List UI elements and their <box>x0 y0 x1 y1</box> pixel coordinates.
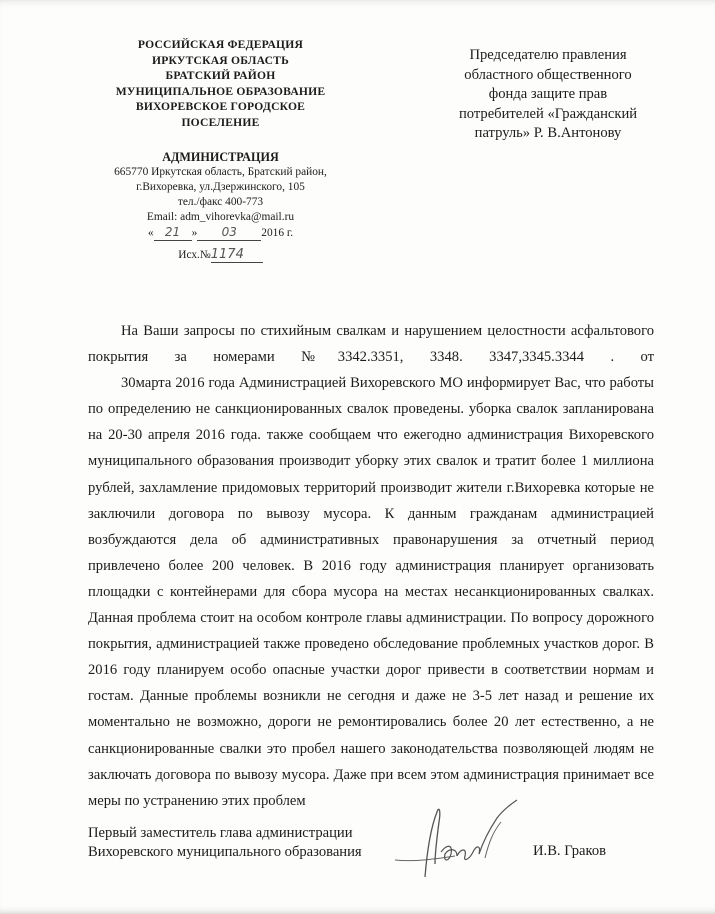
addressee-line: патруль» Р. В.Антонову <box>474 125 622 141</box>
signatory-position-line: Первый заместитель глава администрации <box>88 825 353 841</box>
address-line: г.Вихоревка, ул.Дзержинского, 105 <box>136 180 305 193</box>
body-paragraph: На Ваши запросы по стихийным свалкам и нарушением целостности асфальтового покрытия за номерами №3342.3351, 3348. 3347,3345.3344 . от <box>88 323 654 366</box>
admin-title: АДМИНИСТРАЦИЯ <box>162 149 279 164</box>
outgoing-ref-field <box>211 249 263 263</box>
sender-org-line: МУНИЦИПАЛЬНОЕ ОБРАЗОВАНИЕ <box>115 84 326 98</box>
addressee-block <box>437 46 659 144</box>
date-close-quote: » <box>191 227 198 240</box>
email-line: Email: adm_vihorevka@mail.ru <box>146 211 295 224</box>
addressee-line: Председателю правления <box>469 47 627 63</box>
signatory-position-line: Вихоревского муниципального образования <box>88 844 362 860</box>
sender-org-line: ВИХОРЕВСКОЕ ГОРОДСКОЕ <box>135 100 306 114</box>
date-day-field <box>154 227 192 241</box>
addressee-line: фонда защите прав <box>488 86 608 102</box>
handwritten-signature <box>385 782 525 892</box>
sender-org-line: ПОСЕЛЕНИЕ <box>181 115 260 129</box>
signatory-position <box>88 824 362 862</box>
sender-header <box>88 37 353 263</box>
sender-org-line: БРАТСКИЙ РАЙОН <box>165 69 276 83</box>
date-year: 2016 г. <box>261 227 294 240</box>
outgoing-ref-label: Исх.№ <box>178 249 211 262</box>
addressee-line: областного общественного <box>464 66 632 83</box>
sender-org-line: РОССИЙСКАЯ ФЕДЕРАЦИЯ <box>137 38 304 51</box>
outgoing-ref-line <box>88 249 353 263</box>
body-paragraph: 30марта 2016 года Администрацией Вихоревского МО информирует Вас, что работы по определению не санкционированных свалок проведены. уборка свалок запланирована на 20-30 апреля 2016 года. также сообщаем что ежегодно администрация Вихоревского муниципального образования производит уборку этих свалок и тратит более 1 миллиона рублей, захламление придомовых территорий производит жители г.Вихоревка которые не заключили договора по вывозу мусора. К данным гражданам администрацией возбуждаются дела об административных правонарушения за отчетный период привлечено более 200 человек. В 2016 году администрация планирует организовать площадки с контейнерами для сбора мусора на местах несанкционированных свалках. Данная проблема стоит на особом контроле главы администрации. По вопросу дорожного покрытия, администрацией также проведено обследование проблемных участков дорог. В 2016 году планируем особо опасные участки дорог привести в соответствии нормам и гостам. Данные проблемы возникли не сегодня и даже не 3-5 лет назад и решение их моментально не возможно, дороги не ремонтировались более 20 лет естественно, а не санкционированные свалки это пробел нашего законодательства позволяющей людям не заключать договора по вывозу мусора. Даже при всем этом администрация принимает все меры по устранению этих проблем <box>88 375 654 809</box>
signatory-name: И.В. Граков <box>533 843 607 859</box>
address-line: 665770 Иркутская область, Братский район, <box>114 165 327 178</box>
date-day-handwritten: 21 <box>164 225 181 240</box>
date-line <box>88 226 353 241</box>
sender-org-line: ИРКУТСКАЯ ОБЛАСТЬ <box>152 53 289 67</box>
addressee-line: потребителей «Гражданский <box>458 105 638 122</box>
letter-body <box>88 318 654 814</box>
date-open-quote: « <box>147 227 154 240</box>
outgoing-ref-number: 1174 <box>210 247 244 263</box>
date-month-field <box>197 227 261 241</box>
date-month-handwritten: 03 <box>221 225 237 240</box>
address-line: тел./факс 400-773 <box>177 195 264 208</box>
